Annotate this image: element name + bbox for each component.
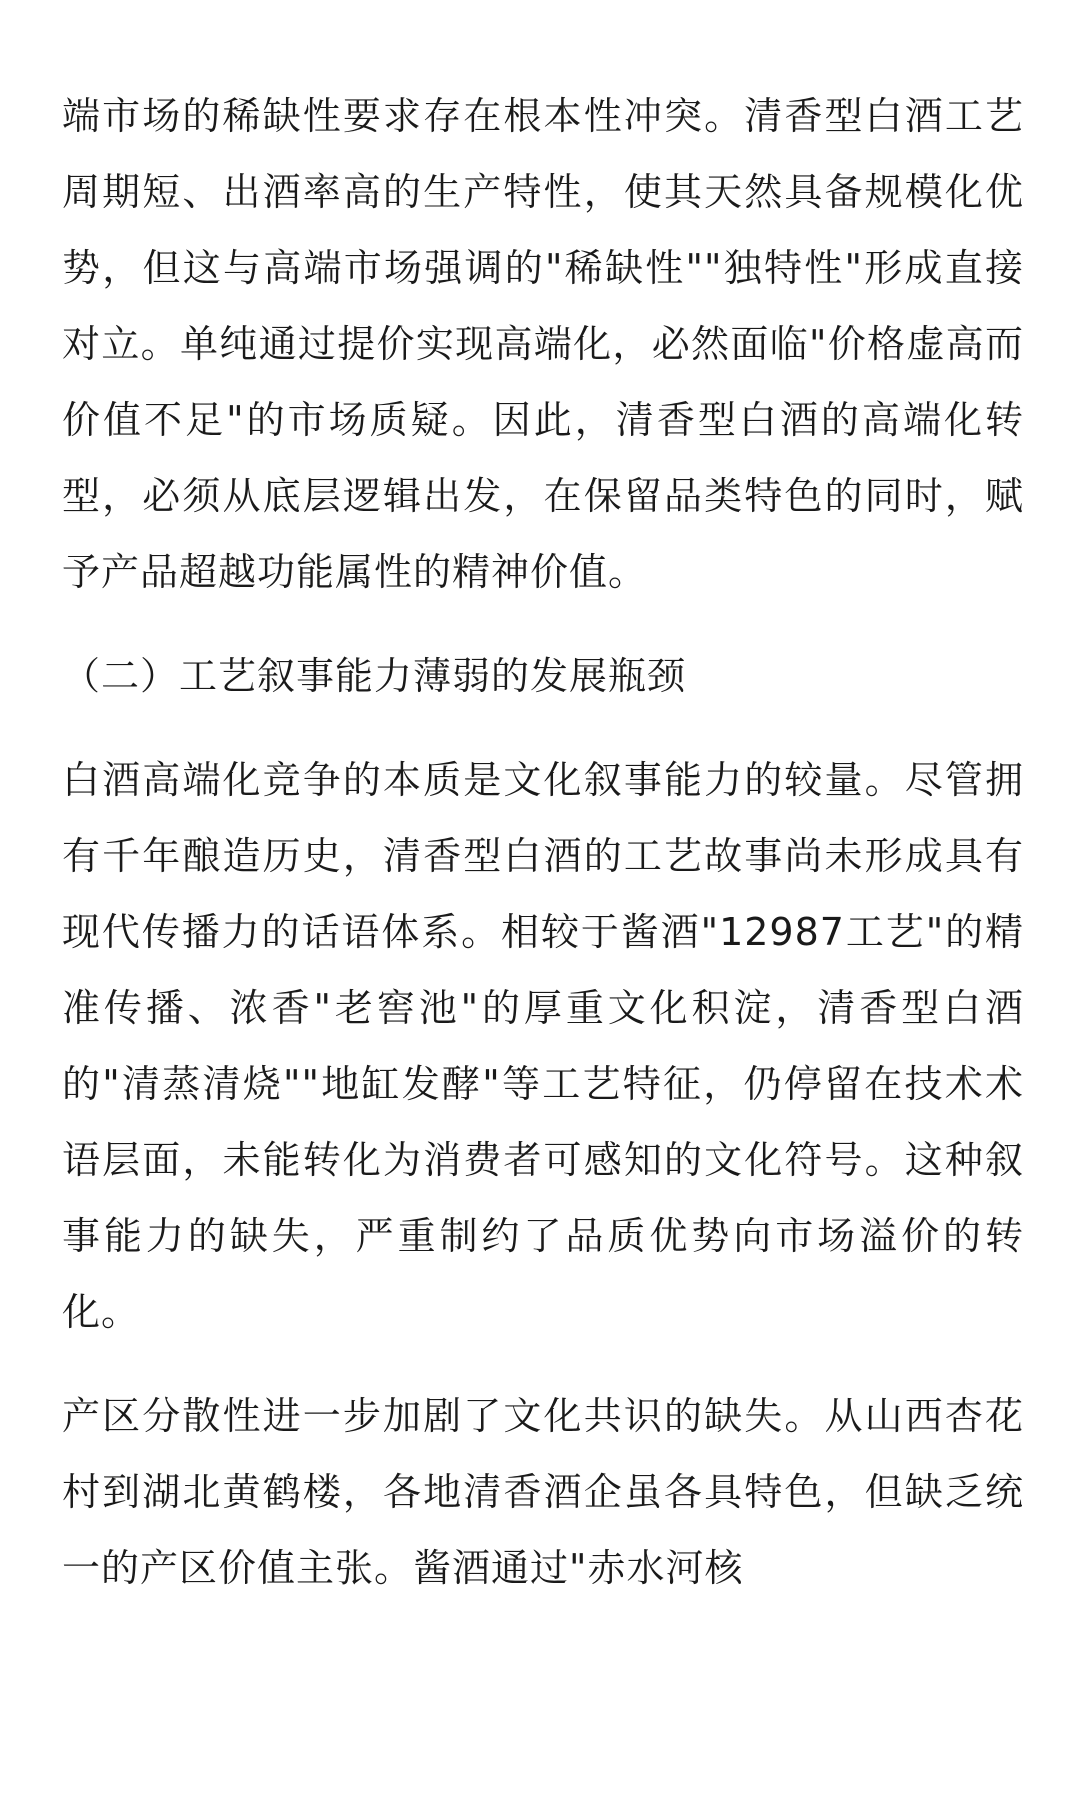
paragraph-text: 端市场的稀缺性要求存在根本性冲突。清香型白酒工艺周期短、出酒率高的生产特性，使其天然具备规模化优势，但这与高端市场强调的"稀缺性""独特性"形成直接对立。单纯通过提价实现高端化，必然面临"价格虚高而价值不足"的市场质疑。因此，清香型白酒的高端化转型，必须从底层逻辑出发，在保留品类特色的同时，赋予产品超越功能属性的精神价值。 — [62, 94, 1024, 594]
paragraph-text: 白酒高端化竞争的本质是文化叙事能力的较量。尽管拥有千年酿造历史，清香型白酒的工艺故事尚未形成具有现代传播力的话语体系。相较于酱酒"12987工艺"的精准传播、浓香"老窖池"的厚重文化积淀，清香型白酒的"清蒸清烧""地缸发酵"等工艺特征，仍停留在技术术语层面，未能转化为消费者可感知的文化符号。这种叙事能力的缺失，严重制约了品质优势向市场溢价的转化。 — [62, 758, 1024, 1334]
section-heading: （二）工艺叙事能力薄弱的发展瓶颈 — [62, 654, 687, 698]
article-body — [62, 78, 1024, 1606]
paragraph-text: 产区分散性进一步加剧了文化共识的缺失。从山西杏花村到湖北黄鹤楼，各地清香酒企虽各具特色，但缺乏统一的产区价值主张。酱酒通过"赤水河核 — [62, 1394, 1024, 1590]
paragraph-spacer — [62, 610, 1024, 638]
paragraph-spacer — [62, 714, 1024, 742]
paragraph-spacer — [62, 1350, 1024, 1378]
